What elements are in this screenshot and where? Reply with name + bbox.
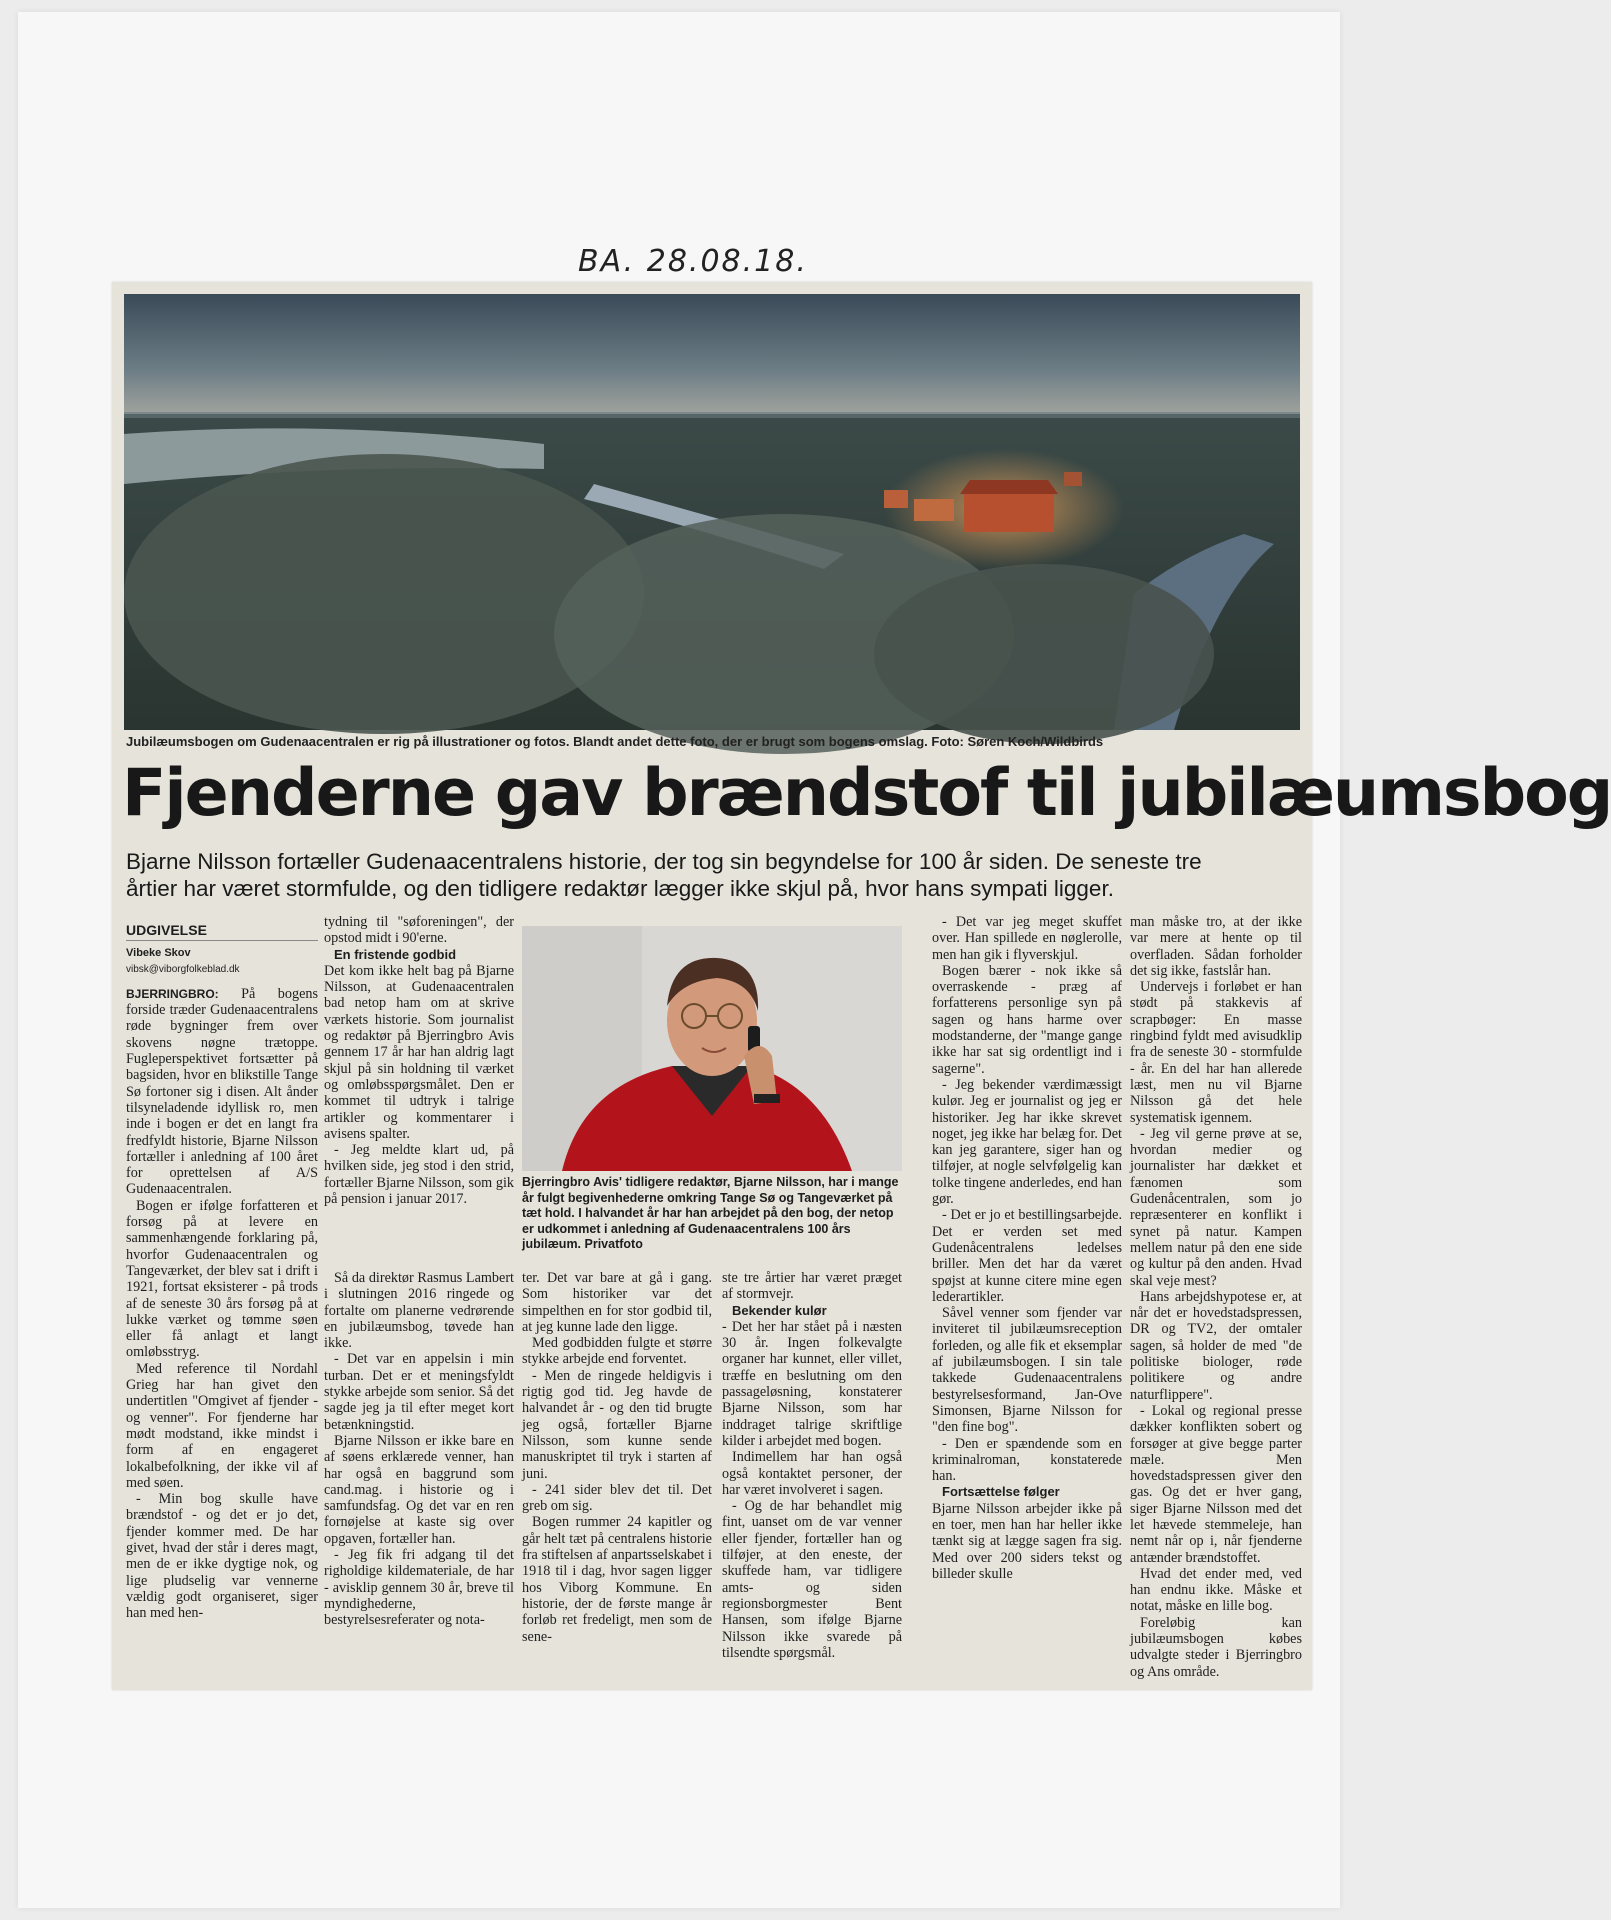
headline: Fjenderne gav brændstof til jubilæumsbog xyxy=(122,756,1611,831)
paragraph: Bogen bærer - nok ikke så overraskende - præg af forfatterens personlige syn på sagen og hans harme over modstanderne, der "mange gange ikke har sat sig ordentligt ind i sagerne". xyxy=(932,962,1122,1077)
paragraph: - Det var en appelsin i min turban. Det er et meningsfyldt stykke arbejde som senior. Så det sagde jeg ja til efter meget kort betænkningstid. xyxy=(324,1351,514,1433)
paragraph: Med godbidden fulgte et større stykke arbejde end forventet. xyxy=(522,1335,712,1368)
paragraph: Foreløbig kan jubilæumsbogen købes udvalgte steder i Bjerringbro og Ans område. xyxy=(1130,1614,1302,1680)
paragraph: Indimellem har han også også kontaktet personer, der har været involveret i sagen. xyxy=(722,1449,902,1498)
paragraph: - Og de har behandlet mig fint, uanset om de var venner eller fjender, fortæller han og tilføjer, at den eneste, der skuffede ham, var tidligere amts- og siden regionsborgmester Bent Hansen, som ifølge Bjarne Nilsson ikke svarede på tilsendte spørgsmål. xyxy=(722,1498,902,1661)
paragraph: - Jeg bekender værdimæssigt kulør. Jeg er journalist og jeg er historiker. Jeg har ikke skrevet noget, jeg ikke har belæg for. Det kan jeg garantere, siger han og tilføjer, at nogle selvfølgelig kan tolke tingene anderledes, end han gør. xyxy=(932,1076,1122,1208)
author-email: vibsk@viborgfolkeblad.dk xyxy=(126,963,240,975)
article-column-6 xyxy=(1130,914,1302,1680)
paragraph: - Lokal og regional presse dækker konflikten sobert og forsøger at give begge parter mæle. Men hovedstadspressen giver den gas. Og det er hver gang, siger Bjarne Nilsson med det let hævede stemmeleje, han nemt når op i, når fjenderne antænder brændstoffet. xyxy=(1130,1402,1302,1566)
article-column-2 xyxy=(324,914,514,1239)
paragraph: Med reference til Nordahl Grieg har han givet den undertitlen "Omgivet af fjender - og venner". For fjenderne har mødt modstand, ikke mindst i form af en engageret lokalbefolkning, der ikke vil af med søen. xyxy=(126,1360,318,1491)
article-column-5 xyxy=(932,914,1122,1674)
paragraph: - Men de ringede heldigvis i rigtig god tid. Jeg havde de halvandet år - og den tid brugte jeg også, fortæller Bjarne Nilsson, som kunne sende manuskriptet til tryk i starten af juni. xyxy=(522,1367,712,1482)
paragraph: Bjarne Nilsson arbejder ikke på en toer, men han har heller ikke tænkt sig at lægge sagen fra sig. Med over 200 siders tekst og billeder skulle xyxy=(932,1500,1122,1582)
paragraph: Bogen er ifølge forfatteren et forsøg på at levere en sammenhængende forklaring på, hvorfor Gudenaacentralen og Tangeværket, der blev sat i drift i 1921, fortsat eksisterer - på trods af de seneste 30 års forsøg på at lukke værket og tømme søen eller få anlagt et langt omløbsstryg. xyxy=(126,1197,318,1361)
photo-caption: Jubilæumsbogen om Gudenaacentralen er rig på illustrationer og fotos. Blandt andet dette foto, der er brugt som bogens omslag. Foto: Søren Koch/Wildbirds xyxy=(126,734,1104,749)
paragraph: ter. Det var bare at gå i gang. Som historiker var det simpelthen en for stor godbid til, at jeg kunne lade den ligge. xyxy=(522,1270,712,1335)
paragraph: ste tre årtier har været præget af stormvejr. xyxy=(722,1270,902,1303)
paragraph: Bogen rummer 24 kapitler og går helt tæt på centralens historie fra stiftelsen af anpartsselskabet i 1918 til i dag, hvor sagen ligger hos Viborg Kommune. En historie, der de første mange år forløb ret fredeligt, men som de sene- xyxy=(522,1514,712,1645)
man-on-phone-image xyxy=(522,926,902,1171)
subheadline: Bjarne Nilsson fortæller Gudenaacentralens historie, der tog sin begyndelse for 100 år siden. De seneste tre årtier har været stormfulde, og den tidligere redaktør lægger ikke skjul på, hvor hans sympati ligger. xyxy=(126,849,1202,901)
paragraph: Så da direktør Rasmus Lambert i slutningen 2016 ringede og fortalte om planerne vedrørende en jubilæumsbog, tøvede han ikke. xyxy=(324,1270,514,1352)
portrait-photo xyxy=(522,926,902,1171)
paragraph: Hans arbejdshypotese er, at når det er hovedstadspressen, DR og TV2, der omtaler sagen, så holder de med "de politiske biologer, røde politikere og andre naturflippere". xyxy=(1130,1288,1302,1403)
article-column-2b xyxy=(324,1270,514,1675)
aerial-landscape-image xyxy=(124,294,1300,730)
handwritten-date: BA. 28.08.18. xyxy=(578,244,808,279)
paragraph: - Det her har stået på i næsten 30 år. Ingen folkevalgte organer har kunnet, eller villet, træffe en beslutning om den passageløsning, konstaterer Bjarne Nilsson, som har inddraget talrige skriftlige kilder i arbejdet med bogen. xyxy=(722,1318,902,1449)
paragraph: Bjarne Nilsson er ikke bare en af søens erklærede venner, han har også en baggrund som cand.mag. i historie og i samfundsfag. Og det var en ren fornøjelse at kaste sig over opgaven, fortæller han. xyxy=(324,1432,514,1547)
paragraph: Undervejs i forløbet er han stødt på stakkevis af scrapbøger: En masse ringbind fyldt med avisudklip fra de seneste 30 - stormfulde - år. En del har han allerede læst, men nu vil Bjarne Nilsson gå det hele systematisk igennem. xyxy=(1130,979,1302,1126)
paragraph: Såvel venner som fjender var inviteret til jubilæumsreception forleden, og alle fik et eksemplar af jubilæumsbogen. I sin tale takkede Gudenaacentralens bestyrelsesformand, Jan-Ove Simonsen, Bjarne Nilsson for "den fine bog". xyxy=(932,1305,1122,1436)
paragraph: Det kom ikke helt bag på Bjarne Nilsson, at Gudenaacentralen bad netop ham om at skrive værkets historie. Som journalist og redaktør på Bjerringbro Avis gennem 17 år har han aldrig lagt skjul på sin holdning til værket og omløbsspørgsmålet. Den er kommet til udtryk i talrige artikler og kommentarer i avisens spalter. xyxy=(324,962,514,1142)
paragraph: - Jeg meldte klart ud, på hvilken side, jeg stod i den strid, fortæller Bjarne Nilsson, som gik på pension i januar 2017. xyxy=(324,1142,514,1208)
aerial-photo xyxy=(124,294,1300,730)
crosshead: Bekender kulør xyxy=(732,1302,827,1318)
paragraph: - Det var jeg meget skuffet over. Han spillede en nøglerolle, men han gik i flyverskjul. xyxy=(932,914,1122,963)
newspaper-clipping xyxy=(112,282,1611,1690)
article-column-1 xyxy=(126,922,318,1672)
dateline: BJERRINGBRO: xyxy=(126,986,219,1001)
paragraph: - 241 sider blev det til. Det greb om sig. xyxy=(522,1481,712,1515)
scanned-page xyxy=(18,12,1611,1908)
paragraph: - Jeg fik fri adgang til det righoldige kildemateriale, de har - avisklip gennem 30 år, breve til myndighederne, bestyrelsesreferater og nota- xyxy=(324,1547,514,1629)
paragraph: Hvad det ender med, ved han endnu ikke. Måske et notat, måske en lille bog. xyxy=(1130,1565,1302,1615)
paragraph: - Det er jo et bestillingsarbejde. Det er verden set med Gudenåcentralens ledelses briller. Men det har da været spøjst at kunne citere mine egen lederartikler. xyxy=(932,1207,1122,1305)
article-column-4 xyxy=(722,1270,902,1675)
paragraph: - Jeg vil gerne prøve at se, hvordan medier og journalister har dækket et fænomen som Gudenåcentralen, som jo repræsenterer en konflikt i synet på natur. Kampen mellem natur på den ene side og kultur på den anden. Hvad skal veje mest? xyxy=(1130,1125,1302,1289)
paragraph: tydning til "søforeningen", der opstod midt i 90'erne. xyxy=(324,914,514,947)
section-label: UDGIVELSE xyxy=(126,922,318,941)
paragraph: BJERRINGBRO: På bogens forside træder Gudenaacentralens røde bygninger frem over skovens nøgne trætoppe. Fugleperspektivet fortsætter på bagsiden, hvor en blikstille Tange Sø fortoner sig i disen. Alt ånder tilsyneladende idyllisk ro, men inde i bogen er det en langt fra fredfyldt historie, Bjarne Nilsson fortæller i anledning af 100 året for oprettelsen af A/S Gudenaacentralen. xyxy=(126,985,318,1198)
crosshead: Fortsættelse følger xyxy=(942,1484,1060,1500)
article-column-3 xyxy=(522,1270,712,1675)
author-name: Vibeke Skov xyxy=(126,947,191,960)
paragraph: - Min bog skulle have brændstof - og det er jo det, fjender kommer med. De har givet, hvad der står i deres magt, men de er ikke dygtige nok, og lige pludselig var vennerne vældig godt organiseret, siger han med hen- xyxy=(126,1491,318,1622)
portrait-caption: Bjerringbro Avis' tidligere redaktør, Bjarne Nilsson, har i mange år fulgt begivenhederne omkring Tange Sø og Tangeværket på tæt hold. I halvandet år har han arbejdet på den bog, der netop er udkommet i anledning af Gudenaacentralens 100 års jubilæum. Privatfoto xyxy=(522,1175,899,1251)
crosshead: En fristende godbid xyxy=(334,946,457,962)
paragraph: man måske tro, at der ikke var mere at hente op til overfladen. Sådan forholder det sig ikke, fastslår han. xyxy=(1130,914,1302,979)
paragraph: - Den er spændende som en kriminalroman, konstaterede han. xyxy=(932,1435,1122,1485)
